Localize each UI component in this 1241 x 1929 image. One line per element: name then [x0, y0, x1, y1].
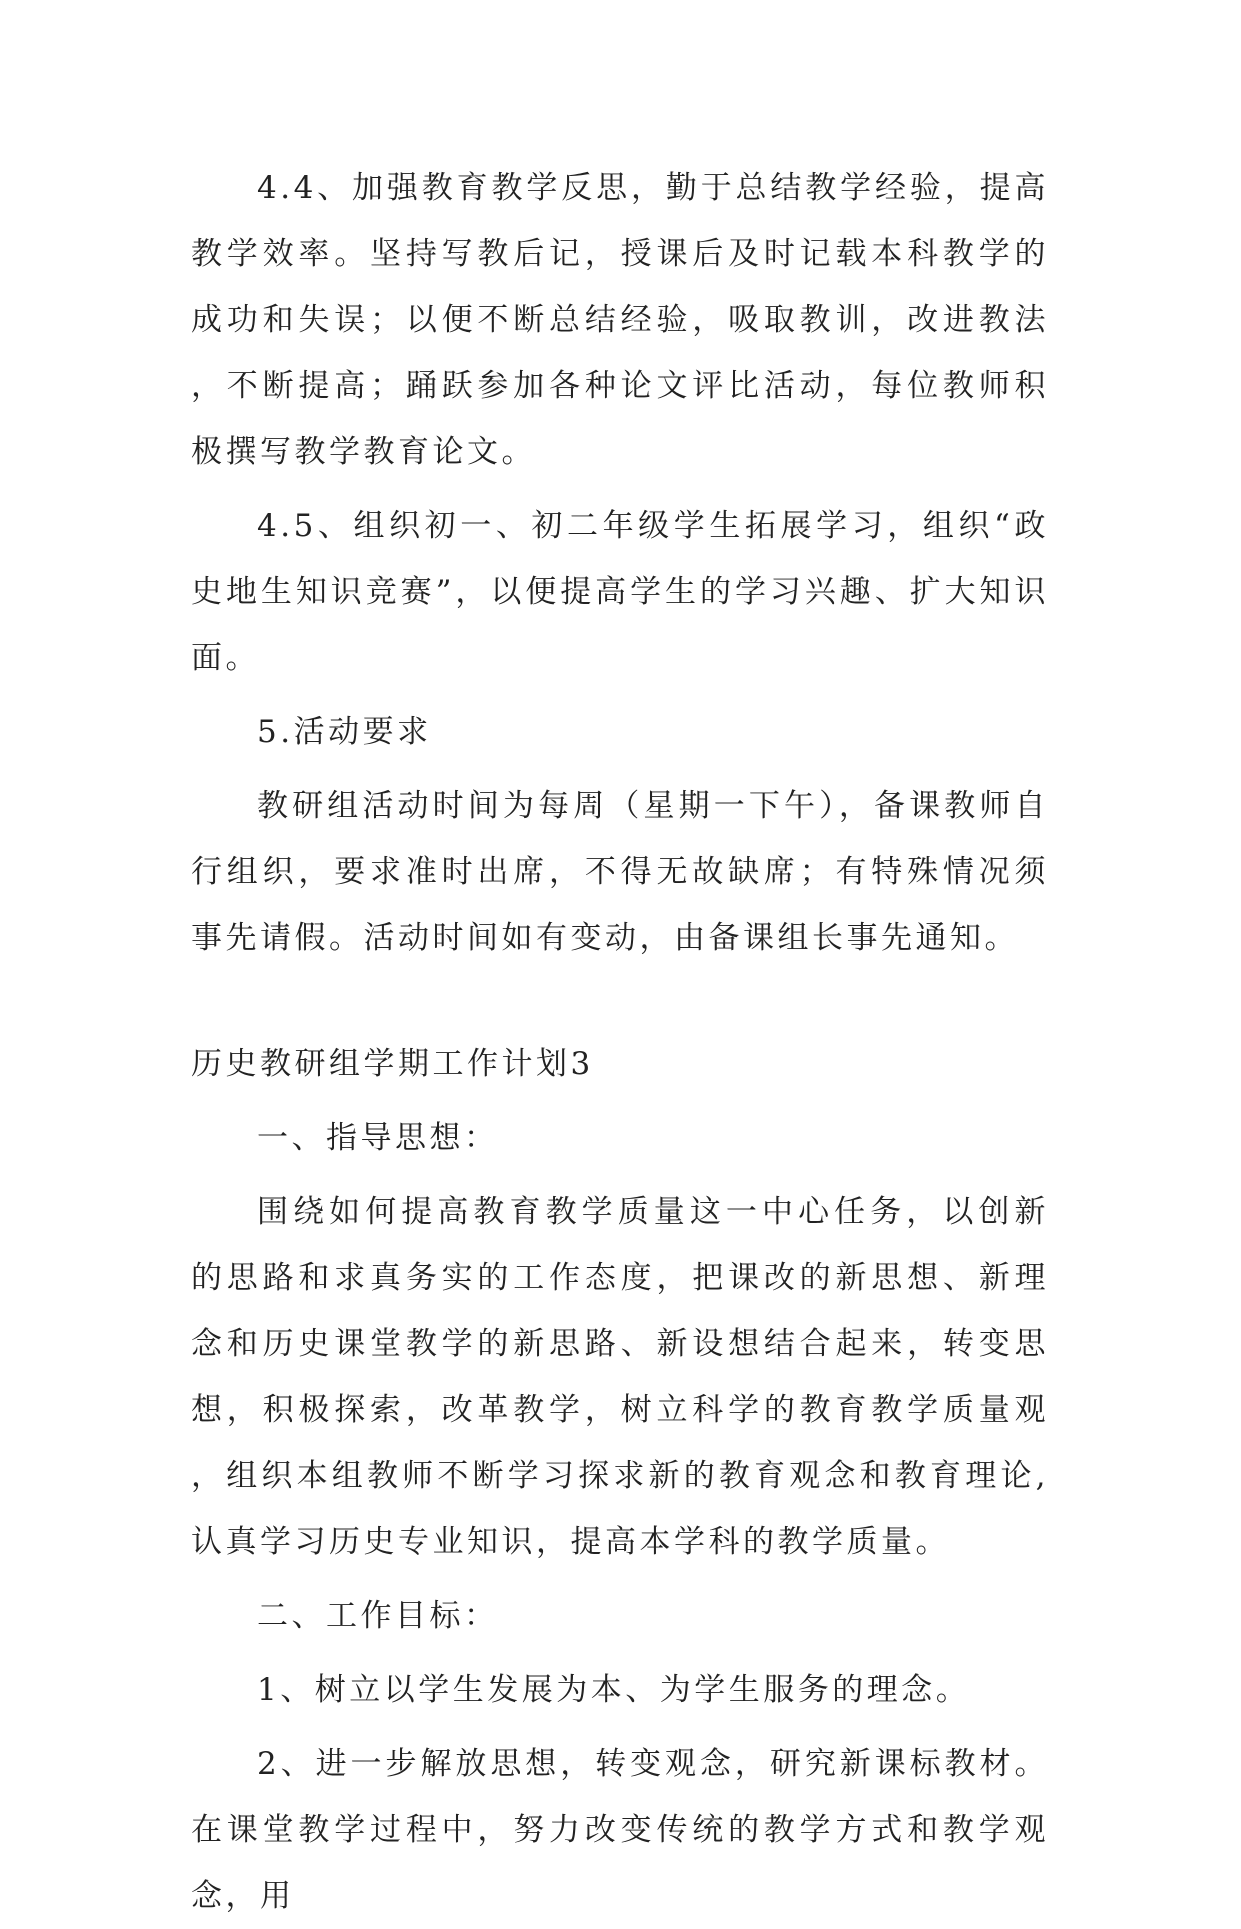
heading-guiding-thought: 一、指导思想：	[257, 1120, 499, 1156]
goal-item-1: 1、树立以学生发展为本、为学生服务的理念。	[257, 1672, 971, 1708]
paragraph-4-5: 4.5、组织初一、初二年级学生拓展学习，组织“政史地生知识竞赛”，以便提高学生的学习兴趣、扩大知识面。	[191, 508, 1049, 676]
document-page	[191, 155, 1049, 1914]
paragraph-activity-time: 教研组活动时间为每周（星期一下午），备课教师自行组织，要求准时出席，不得无故缺席；有特殊情况须事先请假。活动时间如有变动，由备课组长事先通知。	[191, 788, 1049, 956]
paragraph-4-4: 4.4、加强教育教学反思，勤于总结教学经验，提高教学效率。坚持写教后记，授课后及时记载本科教学的成功和失误；以便不断总结经验，吸取教训，改进教法，不断提高；踊跃参加各种论文评比活动，每位教师积极撰写教学教育论文。	[191, 170, 1049, 470]
heading-activity-requirements: 5.活动要求	[257, 714, 432, 750]
section-title: 历史教研组学期工作计划3	[191, 1046, 594, 1082]
heading-work-goals: 二、工作目标：	[257, 1598, 499, 1634]
goal-item-2: 2、进一步解放思想，转变观念，研究新课标教材。在课堂教学过程中，努力改变传统的教学方式和教学观念，用	[191, 1746, 1049, 1914]
paragraph-guiding-thought: 围绕如何提高教育教学质量这一中心任务，以创新的思路和求真务实的工作态度，把课改的新思想、新理念和历史课堂教学的新思路、新设想结合起来，转变思想，积极探索，改革教学，树立科学的教育教学质量观，组织本组教师不断学习探求新的教育观念和教育理论,认真学习历史专业知识，提高本学科的教学质量。	[191, 1194, 1049, 1560]
